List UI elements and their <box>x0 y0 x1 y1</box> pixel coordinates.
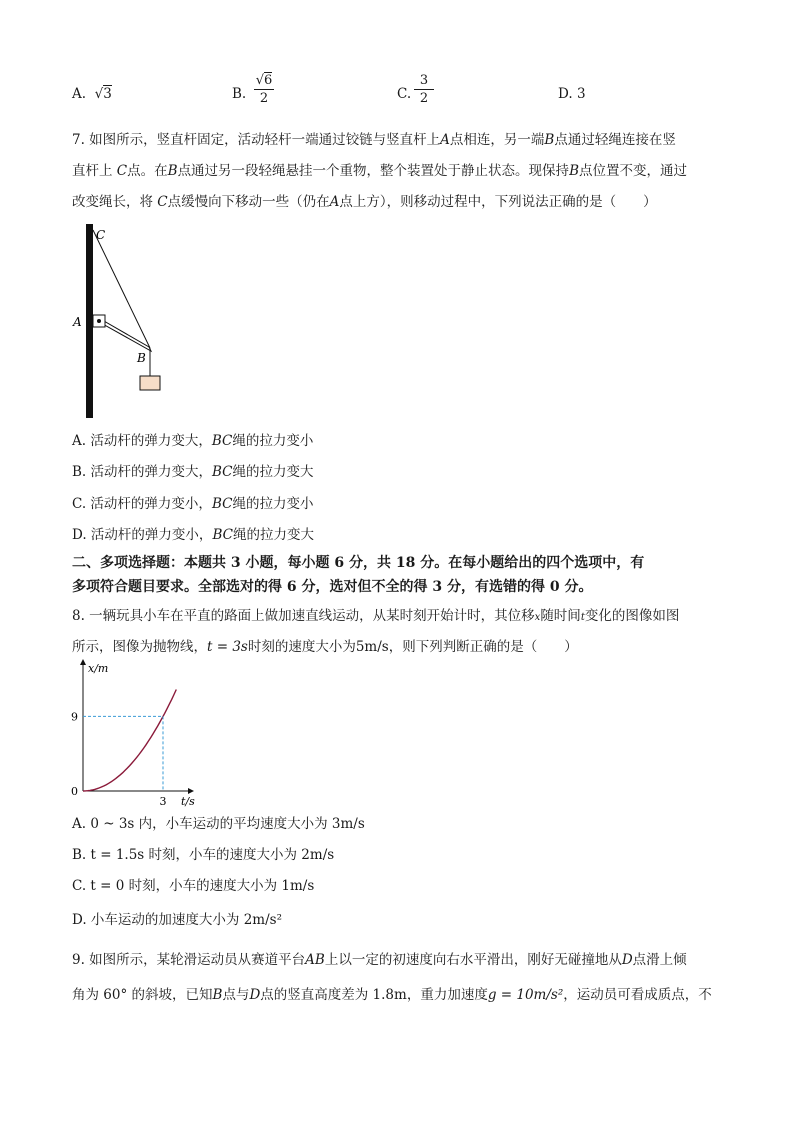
q6-option-b-fraction: √6 2 <box>255 73 273 106</box>
section2-heading-line1: 二、多项选择题：本题共 3 小题，每小题 6 分，共 18 分。在每小题给出的四个选项中，有 <box>72 555 645 571</box>
q6-option-d: D. 3 <box>558 86 586 102</box>
q8-chart <box>66 658 216 810</box>
x-tick-label: 3 <box>159 795 167 808</box>
q8-stem-line1: 8. 一辆玩具小车在平直的路面上做加速直线运动，从某时刻开始计时，其位移x随时间t变化的图像如图 <box>72 608 680 624</box>
q6-option-c-label: C. <box>397 86 412 102</box>
label-a: A <box>73 315 82 329</box>
y-axis-label: x/m <box>88 662 109 675</box>
rope-bc <box>93 230 150 348</box>
weight-block <box>140 376 160 390</box>
series-line <box>83 690 176 792</box>
x-axis-label: t/s <box>181 795 195 808</box>
q9-stem-line1: 9. 如图所示，某轮滑运动员从赛道平台AB上以一定的初速度向右水平滑出，刚好无碰撞地从D点滑上倾 <box>72 952 687 968</box>
y-tick-label: 9 <box>71 710 78 724</box>
q6-option-b-label: B. <box>232 86 247 102</box>
q9-stem-line2: 角为 60° 的斜坡，已知B点与D点的竖直高度差为 1.8m，重力加速度g = 10m/s²，运动员可看成质点，不 <box>72 987 712 1003</box>
q7-option-d: D. 活动杆的弹力变小，BC绳的拉力变大 <box>72 527 314 543</box>
vertical-pole <box>86 224 93 418</box>
q7-stem-line3: 改变绳长，将 C点缓慢向下移动一些（仍在A点上方），则移动过程中，下列说法正确的是（ ） <box>72 194 657 210</box>
q7-stem-line1: 7. 如图所示，竖直杆固定，活动轻杆一端通过铰链与竖直杆上A点相连，另一端B点通过轻绳连接在竖 <box>72 132 676 148</box>
q7-stem-line2: 直杆上 C点。在B点通过另一段轻绳悬挂一个重物，整个装置处于静止状态。现保持B点位置不变，通过 <box>72 163 687 179</box>
q8-option-b: B. t = 1.5s 时刻，小车的速度大小为 2m/s <box>72 847 335 863</box>
q6-option-c-fraction: 3 2 <box>414 73 434 106</box>
hinge-pin <box>97 319 101 323</box>
q8-option-d: D. 小车运动的加速度大小为 2m/s² <box>72 912 282 928</box>
q7-option-a: A. 活动杆的弹力变大，BC绳的拉力变小 <box>72 433 314 449</box>
section2-heading-line2: 多项符合题目要求。全部选对的得 6 分，选对但不全的得 3 分，有选错的得 0 分。 <box>72 579 593 595</box>
q8-option-a: A. 0 ~ 3s 内，小车运动的平均速度大小为 3m/s <box>72 816 365 832</box>
label-c: C <box>96 228 106 242</box>
origin-label: 0 <box>71 785 78 798</box>
q7-option-b: B. 活动杆的弹力变大，BC绳的拉力变大 <box>72 464 314 480</box>
q6-option-a: A. √3 <box>72 86 112 102</box>
q7-option-c: C. 活动杆的弹力变小，BC绳的拉力变小 <box>72 496 314 512</box>
label-b: B <box>137 351 146 365</box>
q7-figure <box>64 220 174 420</box>
q8-option-c: C. t = 0 时刻，小车的速度大小为 1m/s <box>72 878 315 894</box>
q8-stem-line2: 所示，图像为抛物线，t = 3s时刻的速度大小为5m/s，则下列判断正确的是（ ） <box>72 639 578 655</box>
